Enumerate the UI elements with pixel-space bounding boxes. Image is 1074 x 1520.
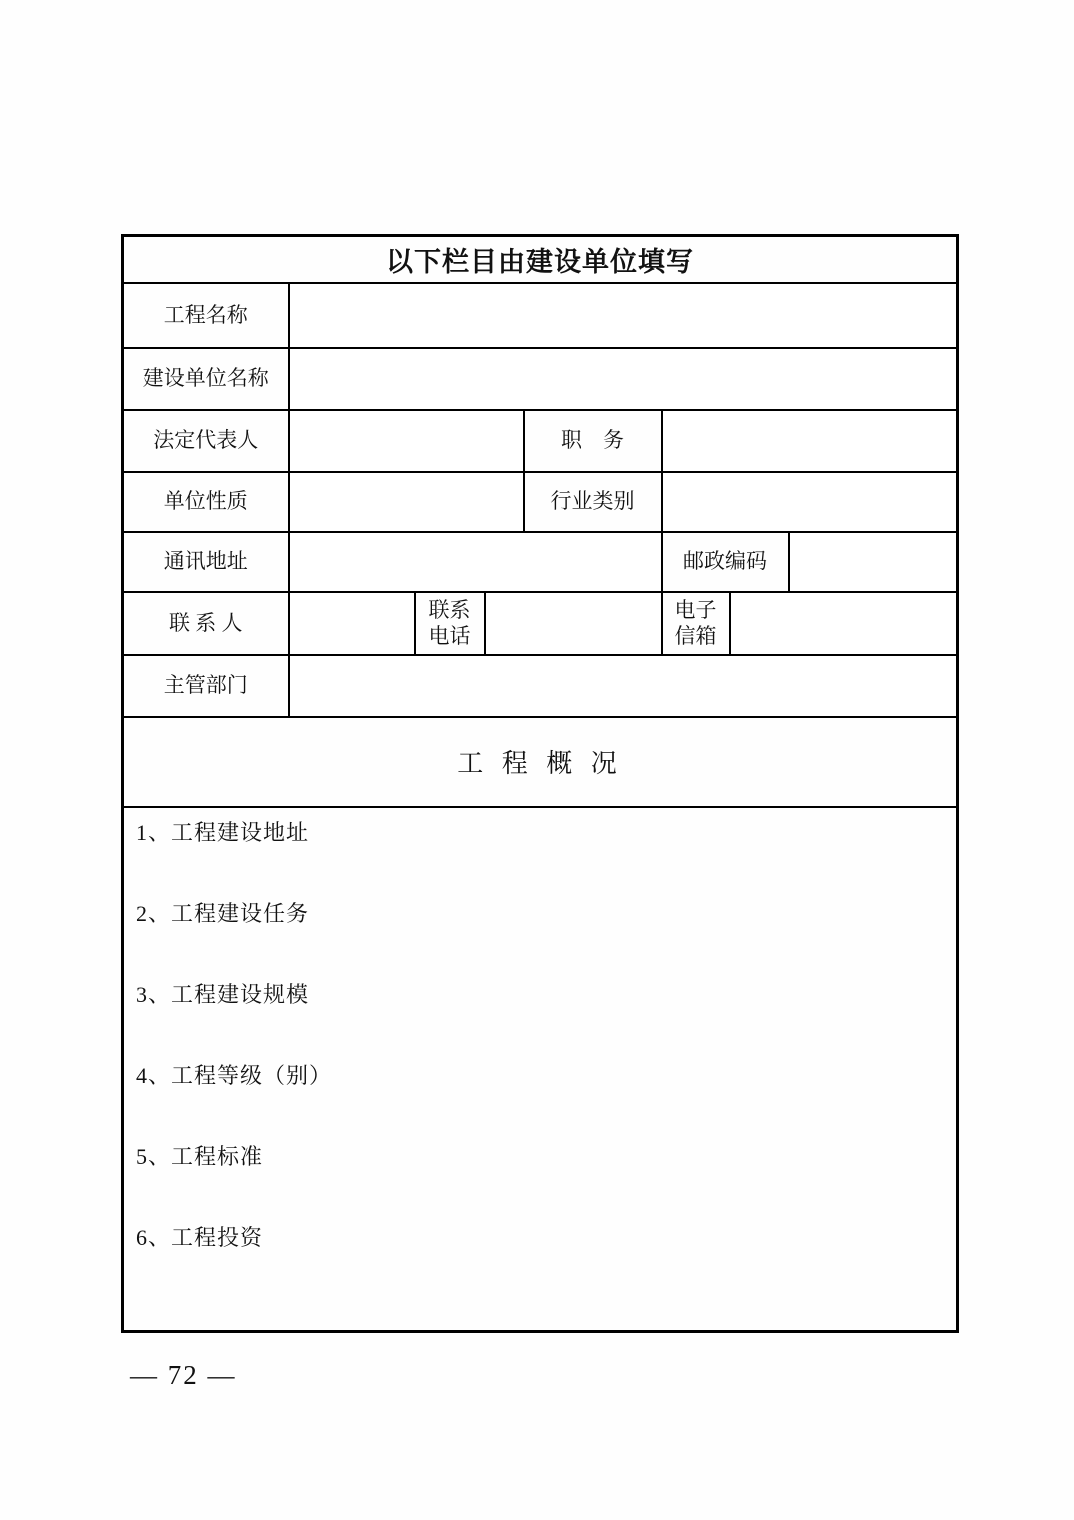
- email-value-cell: [730, 592, 958, 655]
- overview-item-5: 5、工程标准: [136, 1143, 264, 1169]
- overview-item-3: 3、工程建设规模: [136, 981, 310, 1007]
- position-value-cell: [662, 410, 958, 472]
- table-row-construction-unit: [123, 348, 958, 410]
- position-label: 职 务: [524, 410, 662, 472]
- form-title: 以下栏目由建设单位填写: [123, 236, 958, 283]
- table-row-section-title: [123, 717, 958, 807]
- page-number: — 72 —: [130, 1360, 237, 1390]
- table-row-contact: [123, 592, 958, 655]
- unit-nature-value-cell: [289, 472, 524, 532]
- contact-phone-label-line1: 联系: [428, 597, 471, 622]
- overview-item-4: 4、工程等级（别）: [136, 1062, 333, 1088]
- table-row-dept: [123, 655, 958, 717]
- overview-cell: [123, 807, 958, 1332]
- table-row-overview: [123, 807, 958, 1332]
- dept-label: 主管部门: [123, 655, 289, 717]
- postal-code-label: 邮政编码: [662, 532, 789, 592]
- overview-item-6: 6、工程投资: [136, 1224, 264, 1250]
- registration-form-table: [121, 234, 959, 1333]
- overview-item-1: 1、工程建设地址: [136, 819, 310, 845]
- table-row-title: [123, 236, 958, 283]
- table-row-project-name: [123, 283, 958, 348]
- email-label-line1: 电子: [674, 597, 717, 622]
- overview-list: [124, 808, 956, 1304]
- legal-rep-value-cell: [289, 410, 524, 472]
- email-label: [662, 592, 730, 655]
- legal-rep-label: 法定代表人: [123, 410, 289, 472]
- project-name-value-cell: [289, 283, 958, 348]
- table-row-unit-nature: [123, 472, 958, 532]
- contact-person-value-cell: [289, 592, 415, 655]
- postal-code-value-cell: [789, 532, 958, 592]
- table-row-legal-rep: [123, 410, 958, 472]
- construction-unit-value-cell: [289, 348, 958, 410]
- email-label-line2: 信箱: [674, 624, 717, 648]
- table-row-address: [123, 532, 958, 592]
- contact-phone-label: [415, 592, 485, 655]
- address-label: 通讯地址: [123, 532, 289, 592]
- dept-value-cell: [289, 655, 958, 717]
- contact-phone-value-cell: [485, 592, 662, 655]
- industry-value-cell: [662, 472, 958, 532]
- contact-person-label: 联 系 人: [123, 592, 289, 655]
- address-value-cell: [289, 532, 662, 592]
- section-title: 工 程 概 况: [123, 717, 958, 807]
- industry-label: 行业类别: [524, 472, 662, 532]
- unit-nature-label: 单位性质: [123, 472, 289, 532]
- overview-item-2: 2、工程建设任务: [136, 900, 310, 926]
- contact-phone-label-line2: 电话: [428, 624, 471, 648]
- construction-unit-label: 建设单位名称: [123, 348, 289, 410]
- project-name-label: 工程名称: [123, 283, 289, 348]
